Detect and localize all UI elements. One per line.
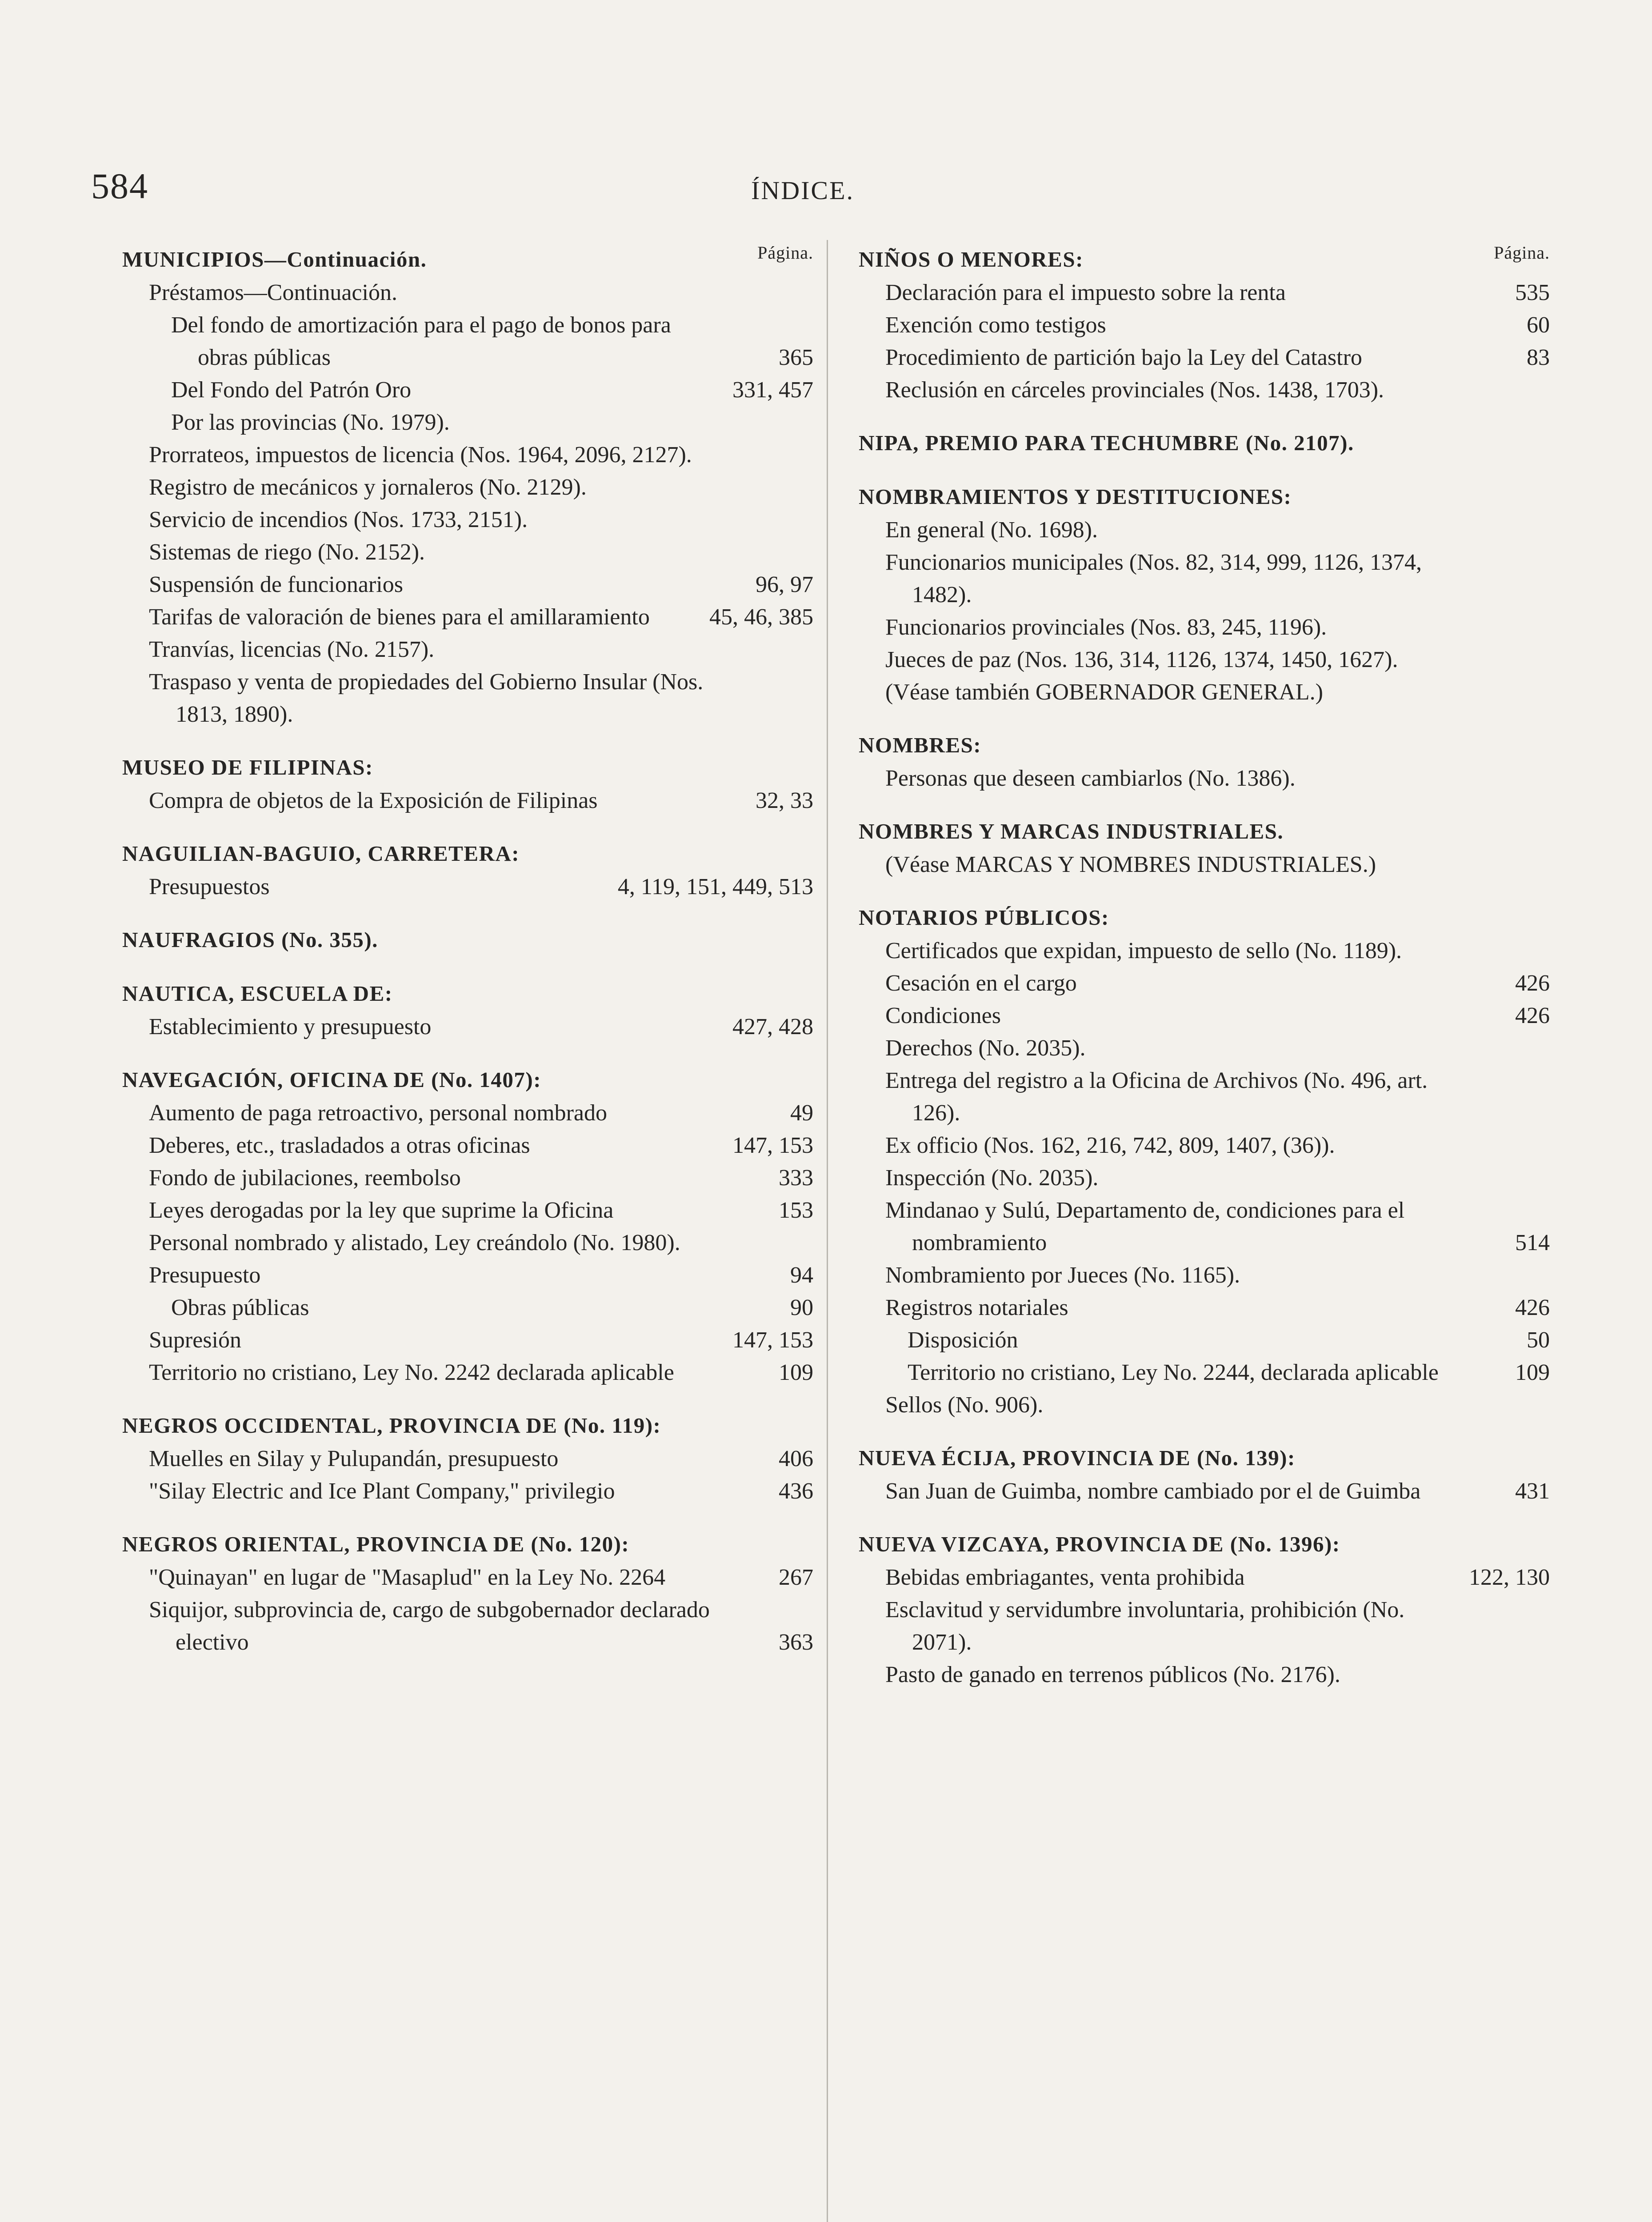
entry-page-ref: 363 — [779, 1630, 813, 1655]
entry-text: Bebidas embriagantes, venta prohibida — [885, 1565, 1245, 1590]
right-column — [859, 242, 1550, 1710]
entry-page-ref: 49 — [790, 1100, 813, 1126]
index-entry — [122, 1594, 813, 1659]
entry-text: Del fondo de amortización para el pago de bonos para obras públicas — [171, 312, 671, 370]
index-entry — [859, 1259, 1550, 1291]
entry-page-ref: 94 — [790, 1263, 813, 1288]
entry-text: Nombramiento por Jueces (No. 1165). — [885, 1263, 1240, 1288]
entry-text: Territorio no cristiano, Ley No. 2244, declarada aplicable — [908, 1360, 1439, 1385]
entry-text: Cesación en el cargo — [885, 971, 1077, 996]
entry-text: Certificados que expidan, impuesto de sello (No. 1189). — [885, 938, 1402, 963]
entry-text: Personas que deseen cambiarlos (No. 1386). — [885, 766, 1296, 791]
index-entry — [122, 1356, 813, 1389]
index-heading: NUEVA ÉCIJA, PROVINCIA DE (No. 139): — [859, 1446, 1296, 1470]
index-section — [859, 728, 1550, 795]
index-entry — [122, 1475, 813, 1507]
index-entry — [859, 341, 1550, 374]
index-entry — [859, 999, 1550, 1032]
left-column — [122, 242, 813, 1678]
entry-text: Presupuestos — [149, 874, 270, 899]
entry-page-ref: 514 — [1515, 1230, 1550, 1255]
index-entry — [122, 1162, 813, 1194]
index-heading: MUSEO DE FILIPINAS: — [122, 755, 373, 779]
entry-page-ref: 426 — [1515, 971, 1550, 996]
index-section — [859, 1441, 1550, 1507]
entry-page-ref: 406 — [779, 1446, 813, 1471]
entry-text: Personal nombrado y alistado, Ley creándolo (No. 1980). — [149, 1230, 680, 1255]
index-entry — [122, 633, 813, 666]
entry-page-ref: 96, 97 — [756, 572, 813, 597]
entry-text: Mindanao y Sulú, Departamento de, condiciones para el nombramiento — [885, 1198, 1405, 1255]
index-entry — [122, 1259, 813, 1291]
index-entry — [122, 1097, 813, 1129]
entry-text: Fondo de jubilaciones, reembolso — [149, 1165, 461, 1191]
index-entry — [122, 439, 813, 471]
index-entry — [122, 309, 813, 374]
index-entry — [122, 536, 813, 568]
entry-page-ref: 365 — [779, 345, 813, 370]
entry-text: Obras públicas — [171, 1295, 309, 1320]
index-heading: NAUTICA, ESCUELA DE: — [122, 981, 393, 1006]
index-entry — [859, 276, 1550, 309]
entry-text: Registro de mecánicos y jornaleros (No. 2129). — [149, 475, 587, 500]
entry-text: Presupuesto — [149, 1263, 261, 1288]
index-entry — [122, 1129, 813, 1162]
entry-text: Tarifas de valoración de bienes para el amillaramiento — [149, 604, 650, 630]
index-heading: MUNICIPIOS—Continuación. — [122, 247, 427, 272]
entry-page-ref: 147, 153 — [732, 1327, 813, 1353]
index-entry — [122, 1561, 813, 1594]
entry-page-ref: 45, 46, 385 — [709, 604, 813, 630]
entry-page-ref: 426 — [1515, 1003, 1550, 1028]
entry-text: Sistemas de riego (No. 2152). — [149, 540, 425, 565]
entry-page-ref: 83 — [1527, 345, 1550, 370]
index-heading: NOMBRES Y MARCAS INDUSTRIALES. — [859, 819, 1284, 843]
index-entry — [859, 848, 1550, 881]
index-entry — [122, 276, 813, 309]
index-entry — [859, 611, 1550, 643]
index-entry — [122, 871, 813, 903]
entry-page-ref: 147, 153 — [732, 1133, 813, 1158]
entry-page-ref: 90 — [790, 1295, 813, 1320]
entry-text: Establecimiento y presupuesto — [149, 1014, 432, 1039]
index-heading: NOTARIOS PÚBLICOS: — [859, 905, 1109, 930]
index-section — [122, 976, 813, 1043]
entry-text: Procedimiento de partición bajo la Ley del Catastro — [885, 345, 1362, 370]
index-section — [859, 900, 1550, 1421]
index-section — [859, 480, 1550, 708]
entry-text: Sellos (No. 906). — [885, 1392, 1044, 1418]
pagina-label: Página. — [1494, 243, 1550, 263]
index-heading: NAVEGACIÓN, OFICINA DE (No. 1407): — [122, 1067, 542, 1092]
entry-text: Aumento de paga retroactivo, personal nombrado — [149, 1100, 607, 1126]
entry-text: Préstamos—Continuación. — [149, 280, 397, 305]
index-entry — [122, 666, 813, 731]
entry-page-ref: 153 — [779, 1198, 813, 1223]
entry-page-ref: 426 — [1515, 1295, 1550, 1320]
entry-text: Inspección (No. 2035). — [885, 1165, 1099, 1191]
entry-text: Entrega del registro a la Oficina de Archivos (No. 496, art. 126). — [885, 1068, 1428, 1126]
entry-page-ref: 4, 119, 151, 449, 513 — [617, 874, 813, 899]
entry-page-ref: 50 — [1527, 1327, 1550, 1353]
index-entry — [859, 676, 1550, 708]
entry-text: Por las provincias (No. 1979). — [171, 410, 450, 435]
index-heading: NEGROS OCCIDENTAL, PROVINCIA DE (No. 119): — [122, 1413, 661, 1438]
entry-page-ref: 60 — [1527, 312, 1550, 338]
entry-page-ref: 535 — [1515, 280, 1550, 305]
index-heading: NOMBRES: — [859, 733, 982, 757]
entry-text: Traspaso y venta de propiedades del Gobierno Insular (Nos. 1813, 1890). — [149, 669, 704, 727]
index-heading: NEGROS ORIENTAL, PROVINCIA DE (No. 120): — [122, 1532, 630, 1556]
entry-text: Declaración para el impuesto sobre la renta — [885, 280, 1286, 305]
index-entry — [859, 546, 1550, 611]
entry-text: Condiciones — [885, 1003, 1001, 1028]
entry-text: San Juan de Guimba, nombre cambiado por el de Guimba — [885, 1479, 1421, 1504]
entry-text: (Véase también GOBERNADOR GENERAL.) — [885, 679, 1323, 705]
index-heading: NUEVA VIZCAYA, PROVINCIA DE (No. 1396): — [859, 1532, 1340, 1556]
index-entry — [859, 1561, 1550, 1594]
index-entry — [859, 1475, 1550, 1507]
index-entry — [859, 1162, 1550, 1194]
entry-page-ref: 331, 457 — [732, 377, 813, 403]
index-heading: NOMBRAMIENTOS Y DESTITUCIONES: — [859, 484, 1292, 509]
index-entry — [859, 1064, 1550, 1129]
index-section — [122, 923, 813, 957]
entry-page-ref: 32, 33 — [756, 788, 813, 813]
index-entry — [122, 1227, 813, 1259]
column-divider — [827, 240, 828, 2222]
index-entry — [122, 471, 813, 504]
index-entry — [859, 935, 1550, 967]
index-section — [859, 814, 1550, 881]
entry-text: Compra de objetos de la Exposición de Filipinas — [149, 788, 598, 813]
entry-text: Pasto de ganado en terrenos públicos (No. 2176). — [885, 1662, 1340, 1687]
entry-text: Siquijor, subprovincia de, cargo de subgobernador declarado electivo — [149, 1597, 710, 1655]
index-entry — [122, 406, 813, 439]
index-heading: NAUFRAGIOS (No. 355). — [122, 927, 378, 952]
index-section — [122, 1063, 813, 1389]
index-section — [122, 1408, 813, 1507]
entry-text: Funcionarios municipales (Nos. 82, 314, 999, 1126, 1374, 1482). — [885, 550, 1422, 607]
entry-text: Esclavitud y servidumbre involuntaria, prohibición (No. 2071). — [885, 1597, 1405, 1655]
index-entry — [859, 374, 1550, 406]
index-section — [122, 242, 813, 731]
pagina-label: Página. — [757, 243, 813, 263]
index-entry — [122, 374, 813, 406]
entry-text: Territorio no cristiano, Ley No. 2242 declarada aplicable — [149, 1360, 674, 1385]
entry-page-ref: 267 — [779, 1565, 813, 1590]
index-entry — [859, 762, 1550, 795]
entry-page-ref: 109 — [779, 1360, 813, 1385]
index-heading: NIPA, PREMIO PARA TECHUMBRE (No. 2107). — [859, 431, 1354, 455]
index-entry — [122, 504, 813, 536]
index-section — [859, 1527, 1550, 1691]
index-entry — [859, 514, 1550, 546]
entry-text: Suspensión de funcionarios — [149, 572, 403, 597]
entry-text: (Véase MARCAS Y NOMBRES INDUSTRIALES.) — [885, 852, 1376, 877]
entry-text: Leyes derogadas por la ley que suprime la Oficina — [149, 1198, 614, 1223]
entry-page-ref: 333 — [779, 1165, 813, 1191]
index-section — [859, 242, 1550, 406]
entry-text: Supresión — [149, 1327, 241, 1353]
entry-text: Muelles en Silay y Pulupandán, presupuesto — [149, 1446, 559, 1471]
index-entry — [122, 784, 813, 817]
entry-text: Servicio de incendios (Nos. 1733, 2151). — [149, 507, 528, 532]
index-entry — [122, 601, 813, 633]
index-entry — [859, 1291, 1550, 1324]
entry-text: Jueces de paz (Nos. 136, 314, 1126, 1374, 1450, 1627). — [885, 647, 1398, 672]
index-heading: NIÑOS O MENORES: — [859, 247, 1084, 272]
index-entry — [122, 1194, 813, 1227]
index-entry — [122, 1443, 813, 1475]
index-entry — [859, 1194, 1550, 1259]
index-section — [122, 750, 813, 817]
index-entry — [859, 1129, 1550, 1162]
index-heading: NAGUILIAN-BAGUIO, CARRETERA: — [122, 841, 520, 866]
entry-page-ref: 427, 428 — [732, 1014, 813, 1039]
entry-text: Del Fondo del Patrón Oro — [171, 377, 412, 403]
entry-page-ref: 109 — [1515, 1360, 1550, 1385]
entry-text: "Silay Electric and Ice Plant Company," privilegio — [149, 1479, 615, 1504]
index-entry — [859, 1389, 1550, 1421]
entry-page-ref: 122, 130 — [1469, 1565, 1550, 1590]
index-entry — [859, 643, 1550, 676]
running-head: ÍNDICE. — [751, 176, 855, 205]
index-section — [122, 836, 813, 903]
index-entry — [122, 1324, 813, 1356]
index-section — [122, 1527, 813, 1659]
index-entry — [859, 1594, 1550, 1659]
page-number: 584 — [91, 166, 148, 206]
index-entry — [122, 568, 813, 601]
entry-page-ref: 431 — [1515, 1479, 1550, 1504]
index-entry — [859, 1032, 1550, 1064]
entry-text: Tranvías, licencias (No. 2157). — [149, 637, 435, 662]
entry-text: "Quinayan" en lugar de "Masaplud" en la Ley No. 2264 — [149, 1565, 666, 1590]
entry-text: Reclusión en cárceles provinciales (Nos. 1438, 1703). — [885, 377, 1384, 403]
entry-text: Disposición — [908, 1327, 1018, 1353]
index-section — [859, 426, 1550, 460]
index-entry — [859, 967, 1550, 999]
entry-text: Funcionarios provinciales (Nos. 83, 245, 1196). — [885, 615, 1327, 640]
entry-text: Registros notariales — [885, 1295, 1068, 1320]
index-entry — [122, 1291, 813, 1324]
index-entry — [859, 1659, 1550, 1691]
entry-text: Derechos (No. 2035). — [885, 1035, 1086, 1061]
entry-text: Prorrateos, impuestos de licencia (Nos. 1964, 2096, 2127). — [149, 442, 692, 468]
entry-page-ref: 436 — [779, 1479, 813, 1504]
entry-text: Exención como testigos — [885, 312, 1106, 338]
index-entry — [859, 1356, 1550, 1389]
entry-text: Ex officio (Nos. 162, 216, 742, 809, 1407, (36)). — [885, 1133, 1335, 1158]
index-entry — [859, 309, 1550, 341]
index-entry — [859, 1324, 1550, 1356]
entry-text: Deberes, etc., trasladados a otras oficinas — [149, 1133, 530, 1158]
index-entry — [122, 1011, 813, 1043]
entry-text: En general (No. 1698). — [885, 517, 1098, 543]
